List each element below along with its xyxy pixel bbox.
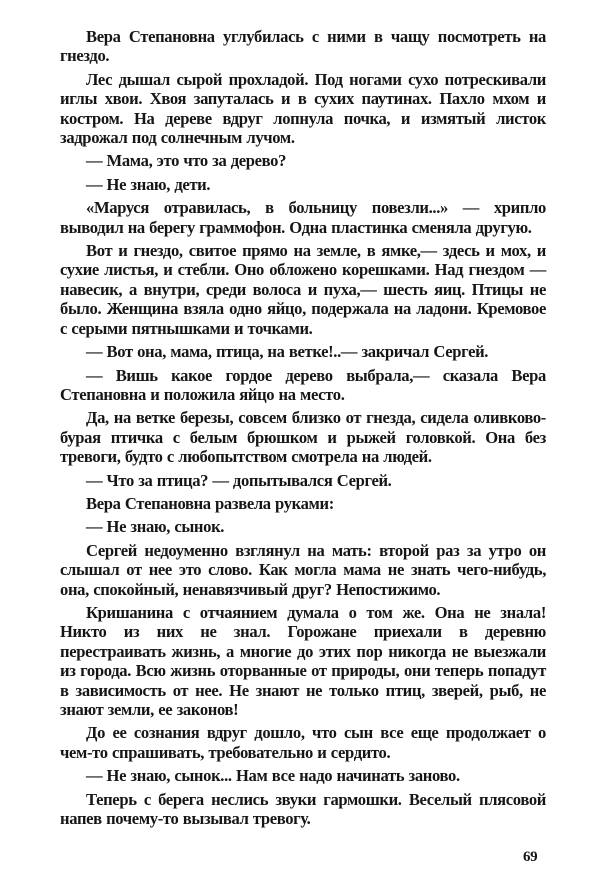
paragraph-4: — Не знаю, дети.: [86, 174, 211, 194]
paragraph-12: — Не знаю, сынок.: [86, 517, 225, 537]
text-body: [60, 27, 546, 832]
paragraph-3: — Мама, это что за дерево?: [86, 151, 287, 171]
paragraph-11: Вера Степановна развела руками:: [86, 493, 334, 513]
paragraph-16: — Не знаю, сынок... Нам все надо начинать заново.: [86, 766, 460, 786]
paragraph-6: Вот и гнездо, свитое прямо на земле, в ямке,— здесь и мох, и сухие листья, и стебли. Оно обложено корешками. Над гнездом — навесик, а внутри, среди волоса и пуха,— шесть яиц. Птицы не было. Женщина взяла одно яйцо, подержала на ладони. Кремовое с серыми пятнышками и точками.: [60, 241, 546, 338]
paragraph-2: Лес дышал сырой прохладой. Под ногами сухо потрескивали иглы хвои. Хвоя запуталась и в сухих паутинах. Пахло мхом и костром. На дереве вдруг лопнула почка, и измятый листок задрожал под солнечным лучом.: [60, 69, 546, 148]
paragraph-1: Вера Степановна углубилась с ними в чащу посмотреть на гнездо.: [60, 27, 546, 66]
paragraph-14: Кришанина с отчаянием думала о том же. Она не знала! Никто из них не знал. Горожане приехали в деревню перестраивать жизнь, а многие до этих пор никогда не выезжали из города. Всю жизнь оторванные от природы, они теперь попадут в зависимость от нее. Не знают не только птиц, зверей, рыб, не знают земли, ее законов!: [60, 602, 546, 719]
paragraph-5: «Маруся отравилась, в больницу повезли...» — хрипло выводил на берегу граммофон. Одна пластинка сменяла другую.: [60, 198, 546, 237]
paragraph-7: — Вот она, мама, птица, на ветке!..— закричал Сергей.: [86, 342, 489, 362]
paragraph-13: Сергей недоуменно взглянул на мать: второй раз за утро он слышал от нее это слово. Как могла мама не знать чего-нибудь, она, спокойный, ненавязчивый друг? Непостижимо.: [60, 540, 546, 599]
paragraph-15: До ее сознания вдруг дошло, что сын все еще продолжает о чем-то спрашивать, требовательно и сердито.: [60, 723, 546, 762]
page-number: 69: [523, 849, 538, 865]
paragraph-10: — Что за птица? — допытывался Сергей.: [86, 470, 392, 490]
paragraph-17: Теперь с берега неслись звуки гармошки. Веселый плясовой напев почему-то вызывал тревогу.: [60, 789, 546, 829]
paragraph-9: Да, на ветке березы, совсем близко от гнезда, сидела оливково-бурая птичка с белым брюшком и рыжей головкой. Она без тревоги, будто с любопытством смотрела на людей.: [60, 408, 546, 467]
paragraph-8: — Вишь какое гордое дерево выбрала,— сказала Вера Степановна и положила яйцо на место.: [60, 365, 546, 404]
